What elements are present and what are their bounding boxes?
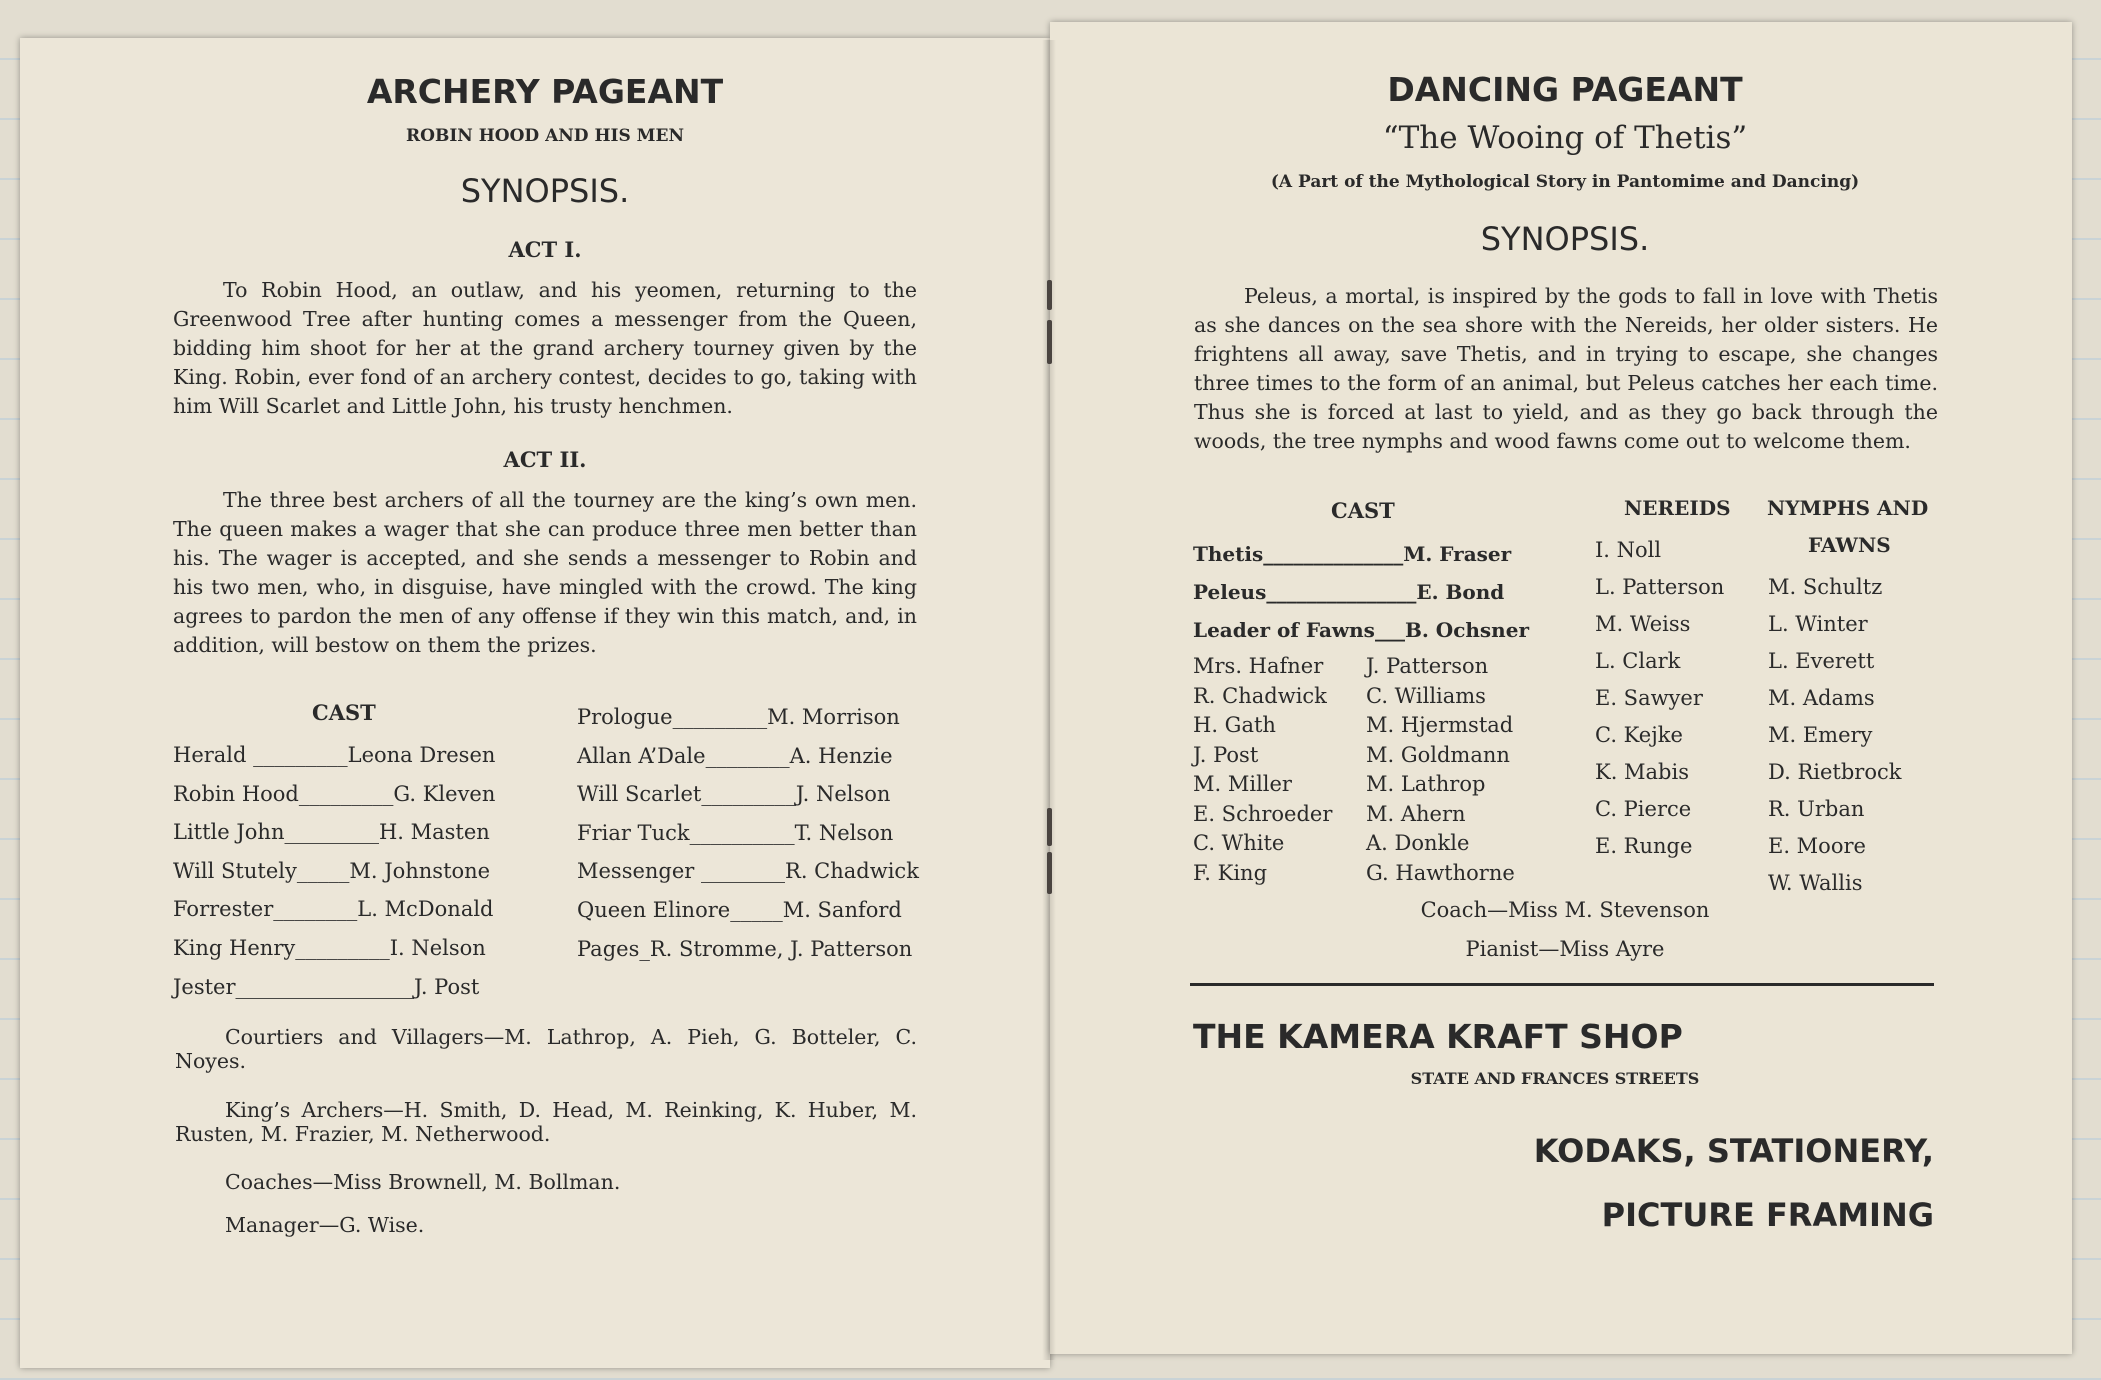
cast-entry: E. Schroeder (1193, 801, 1333, 826)
cast-entry: L. Everett (1768, 649, 1875, 673)
cast-entry: G. Hawthorne (1366, 860, 1515, 885)
cast-entry: E. Runge (1595, 834, 1693, 858)
act1-text: To Robin Hood, an outlaw, and his yeomen, returning to the Greenwood Tree after hunting comes a messenger from the Queen, bidding him shoot for her at the grand archery tourney given by the King. Robin, ever fond of an archery contest, decides to go, taking with him Will Scarlet and Little John, his trusty henchmen. (173, 278, 917, 418)
cast-entry: Robin Hood_________G. Kleven (173, 781, 496, 806)
cast-entry: Peleus_______________E. Bond (1193, 580, 1505, 604)
cast-entry: W. Wallis (1768, 871, 1863, 895)
cast-entry: Will Scarlet_________J. Nelson (577, 782, 891, 807)
cast-entry: Allan A’Dale________A. Henzie (577, 743, 893, 768)
cast-entry: Jester_________________J. Post (173, 974, 480, 999)
dancing-cast-heading: CAST (1331, 498, 1395, 523)
cast-entry: C. Kejke (1595, 723, 1683, 747)
cast-entry: I. Noll (1595, 538, 1662, 562)
dancing-subtitle: “The Wooing of Thetis” (1382, 120, 1748, 156)
coaches-text: Coaches—Miss Brownell, M. Bollman. (225, 1170, 621, 1194)
cast-entry: Prologue_________M. Morrison (577, 705, 900, 729)
cast-entry: M. Adams (1768, 686, 1875, 710)
cast-entry: Will Stutely_____M. Johnstone (173, 858, 491, 883)
cast-entry: M. Hjermstad (1366, 713, 1514, 737)
dancing-synopsis-text: Peleus, a mortal, is inspired by the gods to fall in love with Thetis as she dances on the sea shore with the Nereids, her older sisters. He frightens all away, save Thetis, and in trying to escape, she changes three times to the form of an animal, but Peleus catches her each time. Thus she is forced at last to yield, and as they go back through the woods, the tree nymphs and wood fawns come out to welcome them. (1194, 284, 1938, 453)
archery-title: ARCHERY PAGEANT (366, 72, 724, 111)
staple (1047, 320, 1052, 364)
archery-cast-heading: CAST (312, 700, 376, 725)
kings-archers-text: King’s Archers—H. Smith, D. Head, M. Reinking, K. Huber, M. Rusten, M. Frazier, M. Netherwood. (175, 1098, 917, 1146)
shop-line2: PICTURE FRAMING (1601, 1196, 1934, 1234)
cast-entry: King Henry_________I. Nelson (173, 935, 486, 960)
cast-entry: H. Gath (1193, 713, 1276, 737)
staple (1047, 852, 1052, 894)
archery-synopsis-heading: SYNOPSIS. (460, 172, 630, 210)
page-fold (1042, 40, 1056, 1360)
cast-entry: E. Sawyer (1595, 686, 1703, 710)
cast-entry: C. Williams (1366, 683, 1486, 708)
cast-entry: R. Urban (1768, 797, 1865, 821)
cast-entry: Pages_R. Stromme, J. Patterson (577, 936, 913, 961)
cast-entry: Friar Tuck__________T. Nelson (577, 820, 894, 845)
cast-entry: F. King (1193, 860, 1268, 885)
nymphs-list (1768, 569, 1901, 902)
cast-entry: Forrester________L. McDonald (173, 897, 494, 922)
cast-entry: Thetis______________M. Fraser (1193, 542, 1512, 566)
cast-entry: M. Ahern (1366, 801, 1466, 826)
cast-entry: M. Lathrop (1366, 772, 1486, 796)
staple (1047, 280, 1052, 310)
staple (1047, 808, 1052, 846)
dancing-synopsis-heading: SYNOPSIS. (1480, 220, 1650, 258)
cast-entry: Queen Elinore_____M. Sanford (577, 897, 902, 922)
cast-entry: C. White (1193, 831, 1285, 855)
cast-entry: L. Clark (1595, 649, 1681, 673)
dancing-ensemble-a (1193, 652, 1332, 888)
nymphs-heading: NYMPHS AND (1767, 496, 1929, 520)
cast-entry: C. Pierce (1595, 797, 1692, 821)
cast-entry: M. Miller (1193, 772, 1292, 796)
cast-entry: M. Emery (1768, 723, 1873, 747)
dancing-note: (A Part of the Mythological Story in Pantomime and Dancing) (1270, 172, 1860, 192)
dancing-principals (1193, 535, 1529, 649)
archery-subtitle: ROBIN HOOD AND HIS MEN (406, 126, 684, 146)
dancing-ensemble-b (1366, 652, 1515, 888)
act1-heading: ACT I. (508, 237, 582, 262)
act2-heading: ACT II. (503, 447, 587, 472)
cast-entry: A. Donkle (1366, 831, 1470, 855)
cast-entry: M. Goldmann (1366, 742, 1510, 767)
courtiers-text: Courtiers and Villagers—M. Lathrop, A. Pieh, G. Botteler, C. Noyes. (175, 1025, 917, 1073)
cast-entry: Leader of Fawns___B. Ochsner (1193, 618, 1529, 642)
cast-entry: Herald _________Leona Dresen (173, 743, 496, 767)
divider-rule (1190, 983, 1934, 986)
cast-entry: Messenger ________R. Chadwick (577, 859, 919, 884)
cast-entry: M. Schultz (1768, 575, 1883, 599)
dancing-title: DANCING PAGEANT (1387, 70, 1743, 109)
fawns-heading: FAWNS (1808, 533, 1891, 557)
nereids-heading: NEREIDS (1624, 496, 1731, 520)
dancing-coach: Coach—Miss M. Stevenson (1420, 898, 1710, 922)
archery-cast-left (173, 736, 495, 1006)
cast-entry: L. Patterson (1595, 575, 1725, 599)
cast-entry: E. Moore (1768, 834, 1866, 858)
shop-line1: KODAKS, STATIONERY, (1533, 1132, 1934, 1170)
cast-entry: Mrs. Hafner (1193, 654, 1324, 678)
cast-entry: K. Mabis (1595, 760, 1689, 784)
cast-entry: M. Weiss (1595, 612, 1691, 636)
nereids-list (1595, 532, 1724, 865)
archery-cast-right (577, 698, 919, 968)
cast-entry: J. Patterson (1366, 654, 1489, 678)
shop-address: STATE AND FRANCES STREETS (1410, 1069, 1700, 1088)
shop-name: THE KAMERA KRAFT SHOP (1193, 1017, 1683, 1056)
cast-entry: R. Chadwick (1193, 683, 1327, 708)
cast-entry: L. Winter (1768, 612, 1868, 636)
manager-text: Manager—G. Wise. (225, 1213, 425, 1237)
cast-entry: D. Rietbrock (1768, 760, 1902, 784)
act2-text: The three best archers of all the tourney are the king’s own men. The queen makes a wager that she can produce three men better than his. The wager is accepted, and she sends a messenger to Robin and his two men, who, in disguise, have mingled with the crowd. The king agrees to pardon the men of any offense if they win this match, and, in addition, will bestow on them the prizes. (173, 488, 917, 657)
dancing-pianist: Pianist—Miss Ayre (1465, 937, 1665, 961)
cast-entry: Little John_________H. Masten (173, 820, 490, 845)
cast-entry: J. Post (1193, 742, 1259, 767)
